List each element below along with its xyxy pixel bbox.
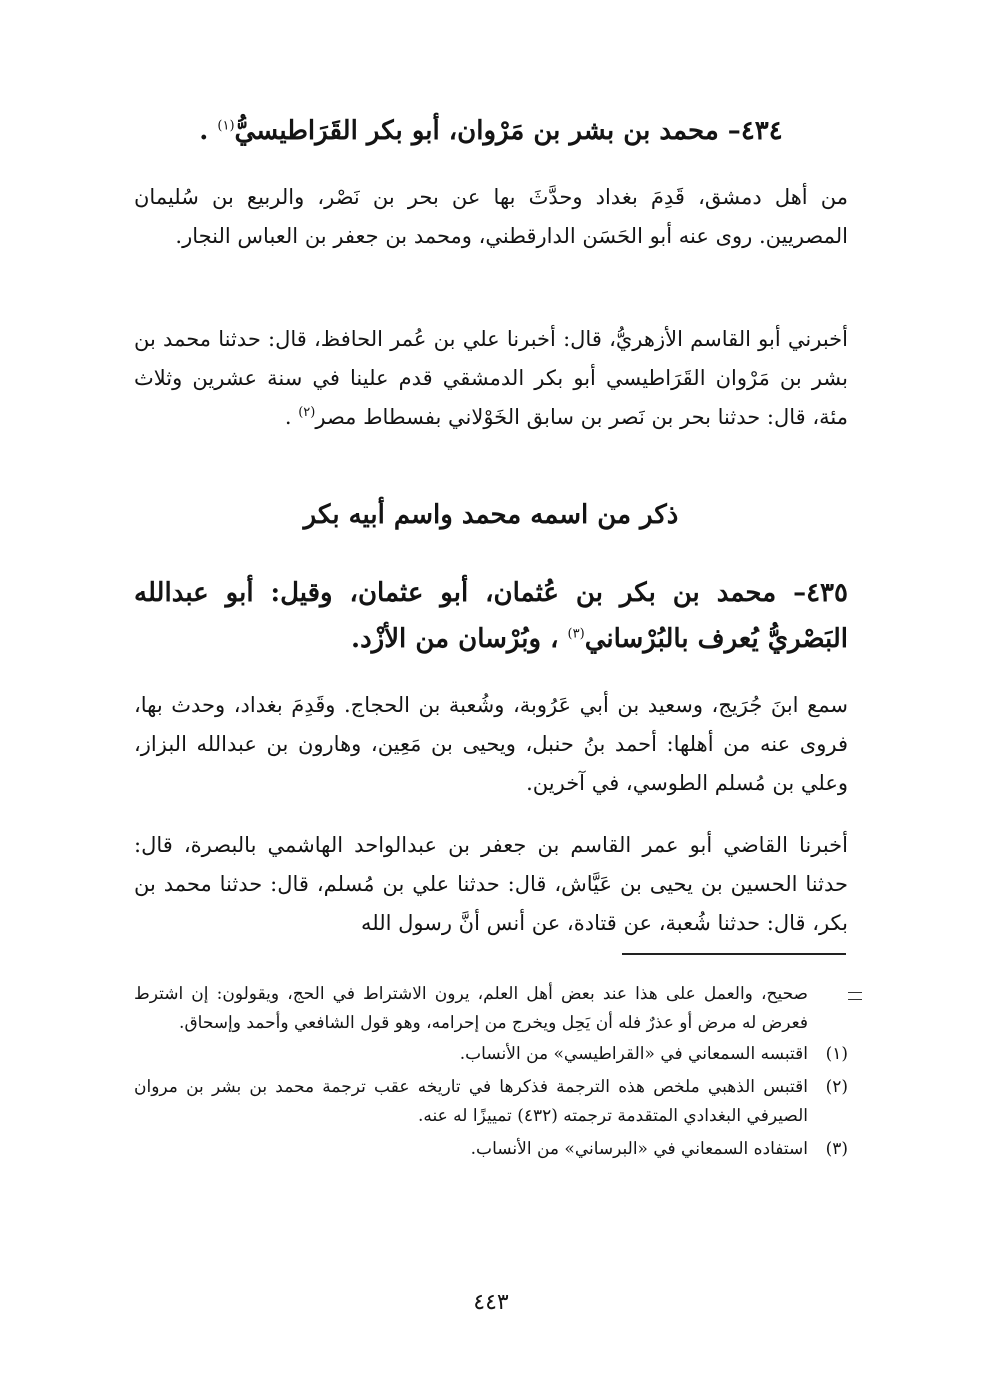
footnotes bbox=[134, 980, 848, 1164]
footnote-number: (٢) bbox=[825, 1077, 848, 1097]
entry-434-paragraph-2-text: أخبرني أبو القاسم الأزهريُّ، قال: أخبرنا علي بن عُمر الحافظ، قال: حدثنا محمد بن بشر بن مَرْوان القَرَاطيسي أبو بكر الدمشقي قدم علينا في سنة عشرين وثلاث مئة، قال: حدثنا بحر بن نَصر بن سابق الخَوْلاني بفسطاط مصر bbox=[134, 327, 848, 429]
footnote-continuation bbox=[134, 980, 848, 1038]
entry-434-title: ٤٣٤– محمد بن بشر بن مَرْوان، أبو بكر القَرَاطيسيُّ bbox=[234, 116, 783, 146]
section-heading: ذكر من اسمه محمد واسم أبيه بكر bbox=[303, 500, 679, 530]
entry-434-paragraph-1: من أهل دمشق، قَدِمَ بغداد وحدَّثَ بها عن بحر بن نَصْر، والربيع بن سُليمان المصريين. روى عنه أبو الحَسَن الدارقطني، ومحمد بن جعفر بن العباس النجار. bbox=[134, 185, 848, 248]
entry-435-title: ٤٣٥– محمد بن بكر بن عُثمان، أبو عثمان، وقيل: أبو عبدالله البَصْريُّ يُعرف بالبُرْساني bbox=[134, 578, 848, 654]
footnote-ref-3[interactable]: (٣) bbox=[567, 626, 585, 642]
page-number: ٤٤٣ bbox=[473, 1290, 509, 1315]
footnote-item bbox=[134, 1040, 848, 1069]
entry-434-paragraph-2 bbox=[134, 320, 848, 437]
footnote-text: استفاده السمعاني في «البرساني» من الأنساب. bbox=[470, 1139, 808, 1159]
footnote-ref-1[interactable]: (١) bbox=[217, 118, 235, 134]
entry-434-heading bbox=[134, 108, 848, 154]
entry-435-paragraph-2: أخبرنا القاضي أبو عمر القاسم بن جعفر بن عبدالواحد الهاشمي بالبصرة، قال: حدثنا الحسين بن يحيى بن عَيَّاش، قال: حدثنا علي بن مُسلم، قال: حدثنا محمد بن بكر، قال: حدثنا شُعبة، عن قتادة، عن أنس أنَّ رسول الله bbox=[134, 833, 848, 935]
footnote-item bbox=[134, 1073, 848, 1131]
entry-435-paragraph-1: سمع ابنَ جُرَيج، وسعيد بن أبي عَرُوبة، وشُعبة بن الحجاج. وقَدِمَ بغداد، وحدث بها، فروى عنه من أهلها: أحمد بنُ حنبل، ويحيى بن مَعِين، وهارون بن عبدالله البزاز، وعلي بن مُسلم الطوسي، في آخرين. bbox=[134, 693, 848, 795]
continuation-mark-icon bbox=[848, 992, 862, 1000]
footnote-text: اقتبسه السمعاني في «القراطيسي» من الأنساب. bbox=[459, 1044, 808, 1064]
entry-434-title-end: . bbox=[199, 116, 218, 146]
footnote-number: (٣) bbox=[825, 1139, 848, 1159]
footnote-continuation-text: صحيح، والعمل على هذا عند بعض أهل العلم، يرون الاشتراط في الحج، ويقولون: إن اشترط فعرض له مرض أو عذرٌ فله أن يَحِل ويخرج من إحرامه، وهو قول الشافعي وأحمد وإسحاق. bbox=[134, 984, 808, 1033]
footnote-text: اقتبس الذهبي ملخص هذه الترجمة فذكرها في تاريخه عقب ترجمة محمد بن بشر بن مروان الصيرفي البغدادي المتقدمة ترجمته (٤٣٢) تمييزًا له عنه. bbox=[134, 1077, 808, 1126]
entry-435-title-end: ، وبُرْسان من الأزْد. bbox=[351, 624, 568, 654]
footnote-item bbox=[134, 1135, 848, 1164]
footnote-ref-2[interactable]: (٢) bbox=[298, 405, 316, 420]
entry-434-paragraph-2-end: . bbox=[284, 405, 299, 429]
entry-435-heading bbox=[134, 570, 848, 662]
footnote-number: (١) bbox=[825, 1044, 848, 1064]
footnote-separator bbox=[622, 953, 846, 955]
